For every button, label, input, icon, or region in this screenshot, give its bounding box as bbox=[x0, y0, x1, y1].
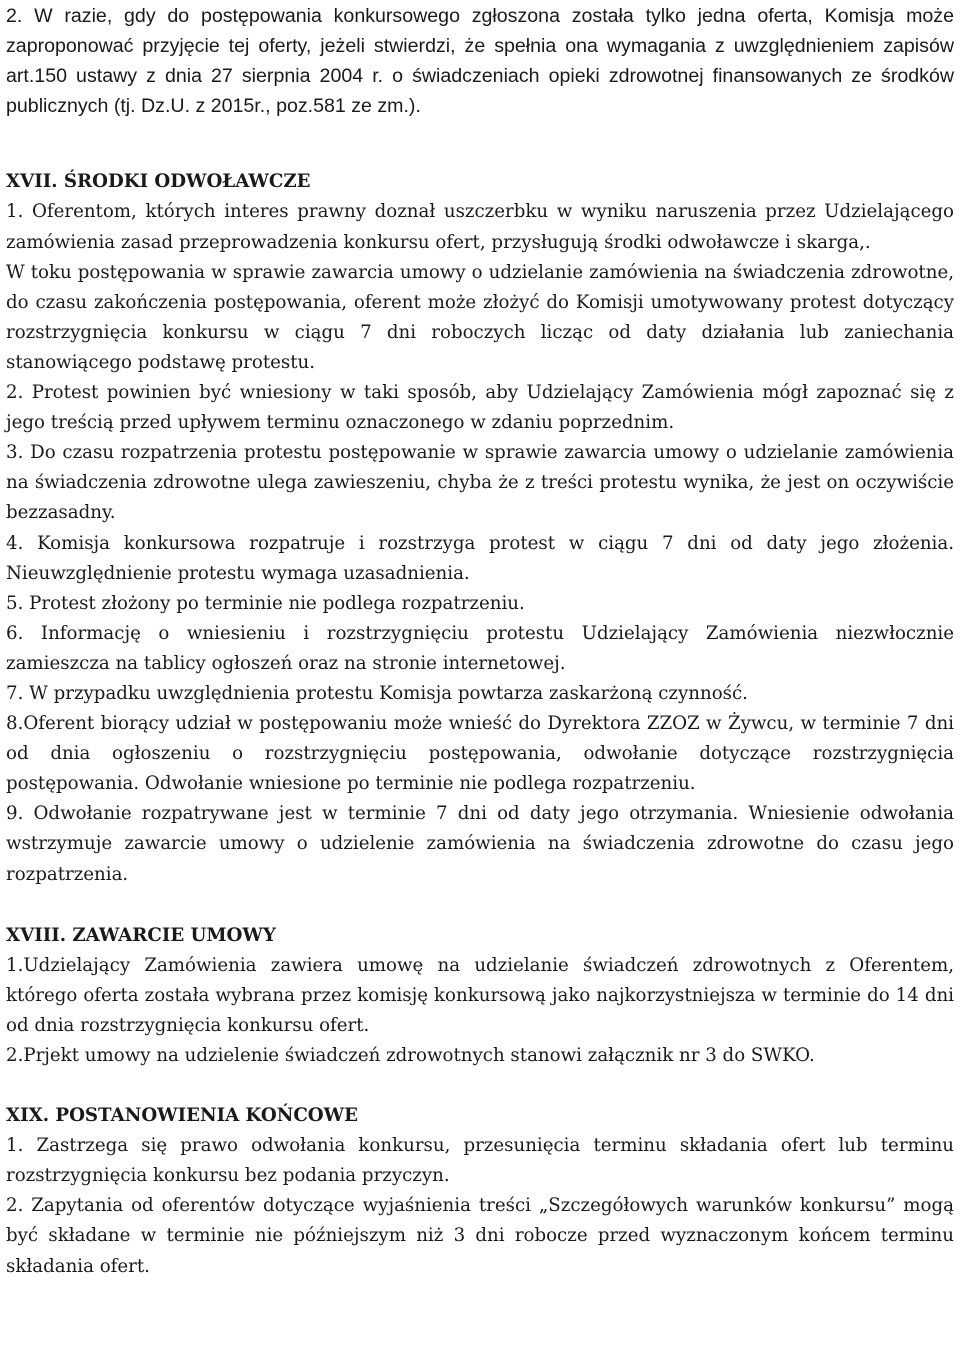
section-19-item-2: 2. Zapytania od oferentów dotyczące wyjaśnienia treści „Szczegółowych warunków konkursu” mogą być składane w terminie nie późniejszym niż 3 dni robocze przed wyznaczonym końcem terminu składania ofert. bbox=[6, 1195, 954, 1277]
section-17-item-1-continued: W toku postępowania w sprawie zawarcia umowy o udzielanie zamówienia na świadczenia zdrowotne, do czasu zakończenia postępowania, oferent może złożyć do Komisji umotywowany protest dotyczący rozstrzygnięcia konkursu w ciągu 7 dni roboczych licząc od daty działania lub zaniechania stanowiącego podstawę protestu. bbox=[6, 261, 954, 373]
section-17-item-7: 7. W przypadku uwzględnienia protestu Komisja powtarza zaskarżoną czynność. bbox=[6, 682, 748, 704]
section-17-heading: XVII. ŚRODKI ODWOŁAWCZE bbox=[6, 171, 311, 193]
section-19-item-1: 1. Zastrzega się prawo odwołania konkursu, przesunięcia terminu składania ofert lub terminu rozstrzygnięcia konkursu bez podania przyczyn. bbox=[6, 1135, 954, 1187]
section-17-item-6: 6. Informację o wniesieniu i rozstrzygnięciu protestu Udzielający Zamówienia niezwłocznie zamieszcza na tablicy ogłoszeń oraz na stronie internetowej. bbox=[6, 622, 954, 674]
section-17-item-9: 9. Odwołanie rozpatrywane jest w terminie 7 dni od daty jego otrzymania. Wniesienie odwołania wstrzymuje zawarcie umowy o udzielenie zamówienia na świadczenia zdrowotne do czasu jego rozpatrzenia. bbox=[6, 803, 954, 885]
intro-paragraph: 2. W razie, gdy do postępowania konkursowego zgłoszona została tylko jedna oferta, Komisja może zaproponować przyjęcie tej oferty, jeżeli stwierdzi, że spełnia ona wymagania z uwzględnieniem zapisów art.150 ustawy z dnia 27 sierpnia 2004 r. o świadczeniach opieki zdrowotnej finansowanych ze środków publicznych (tj. Dz.U. z 2015r., poz.581 ze zm.). bbox=[6, 5, 954, 118]
section-18-item-1: 1.Udzielający Zamówienia zawiera umowę na udzielanie świadczeń zdrowotnych z Oferentem, którego oferta została wybrana przez komisję konkursową jako najkorzystniejsza w terminie do 14 dni od dnia rozstrzygnięcia konkursu ofert. bbox=[6, 954, 954, 1036]
section-18-item-2: 2.Prjekt umowy na udzielenie świadczeń zdrowotnych stanowi załącznik nr 3 do SWKO. bbox=[6, 1045, 815, 1066]
section-17-item-8: 8.Oferent biorący udział w postępowaniu może wnieść do Dyrektora ZZOZ w Żywcu, w terminie 7 dni od dnia ogłoszeniu o rozstrzygnięciu postępowania, odwołanie dotyczące rozstrzygnięcia postępowania. Odwołanie wniesione po terminie nie podlega rozpatrzeniu. bbox=[6, 713, 954, 795]
section-17-item-3: 3. Do czasu rozpatrzenia protestu postępowanie w sprawie zawarcia umowy o udzielanie zamówienia na świadczenia zdrowotne ulega zawieszeniu, chyba że z treści protestu wynika, że jest on oczywiście bezzasadny. bbox=[6, 442, 954, 524]
section-17-item-2: 2. Protest powinien być wniesiony w taki sposób, aby Udzielający Zamówienia mógł zapoznać się z jego treścią przed upływem terminu oznaczonego w zdaniu poprzednim. bbox=[6, 382, 954, 434]
section-19-heading: XIX. POSTANOWIENIA KOŃCOWE bbox=[6, 1105, 358, 1127]
section-17-item-5: 5. Protest złożony po terminie nie podlega rozpatrzeniu. bbox=[6, 592, 525, 614]
section-17-item-1: 1. Oferentom, których interes prawny doznał uszczerbku w wyniku naruszenia przez Udzielającego zamówienia zasad przeprowadzenia konkursu ofert, przysługują środki odwoławcze i skarga,. bbox=[6, 201, 954, 253]
section-18-heading: XVIII. ZAWARCIE UMOWY bbox=[6, 924, 276, 946]
section-17-item-4: 4. Komisja konkursowa rozpatruje i rozstrzyga protest w ciągu 7 dni od daty jego złożenia. Nieuwzględnienie protestu wymaga uzasadnienia. bbox=[6, 532, 954, 584]
